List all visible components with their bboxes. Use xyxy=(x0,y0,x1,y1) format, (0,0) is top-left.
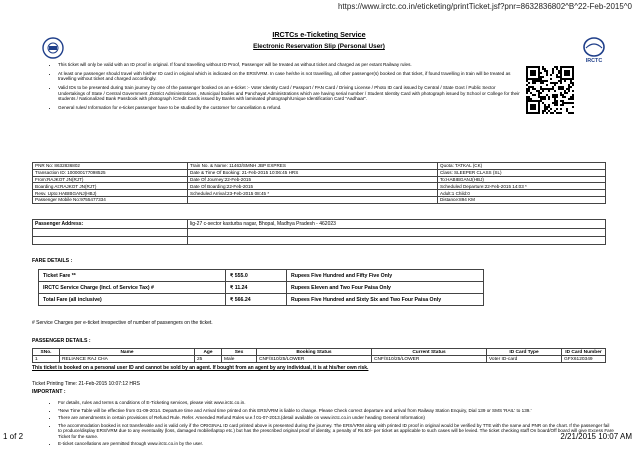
journey-details-table xyxy=(32,162,606,204)
passenger-cell: GFX6120349 xyxy=(562,356,606,363)
passenger-header: Sex xyxy=(222,349,257,356)
passenger-header: Age xyxy=(195,349,222,356)
fare-row xyxy=(39,282,484,294)
fare-label: Ticket Fare ** xyxy=(39,270,226,282)
fare-words: Rupees Five Hundred and Sixty Six and Two Four Paisa Only xyxy=(287,294,484,306)
journey-row xyxy=(33,183,606,190)
journey-row xyxy=(33,190,606,197)
page-url: https://www.irctc.co.in/eticketing/printTicket.jsf?pnr=8632836802^B^22-Feb-2015^0 xyxy=(337,2,632,11)
page-subtitle: Electronic Reservation Slip (Personal User) xyxy=(253,43,385,50)
page-title: IRCTCs e-Ticketing Service xyxy=(272,30,366,39)
journey-cell: Date & Time Of Booking: 21-Feb-2015 10:06:45 HRS xyxy=(188,169,438,176)
fare-amount: ₹ 11.24 xyxy=(226,282,287,294)
address-table xyxy=(32,219,606,245)
note-item: • Valid IDs to be presented during train journey by one of the passenger booked on an e-ticket :- Voter Identity Card / Passport / PAN Card / Driving License / Photo ID card issued by Central / State Govt / Public Sector Undertakings of State / Central Government ,District Administrations , Municipal bodies and Panchayat Administrations which are having serial number / Student Identity Card with photograph issued by School or College for their students / Nationalized Bank Passbook with photograph /Credit Cards issued by Banks with laminated photograph/Unique Identification Card "Aadhaar". xyxy=(58,85,522,102)
print-datetime: 2/21/2015 10:07 AM xyxy=(560,432,632,441)
fare-title: FARE DETAILS : xyxy=(32,258,73,264)
address-value: lig-27 c-sector kasturba nagar, Bhopal, Madhya Pradesh - 462023 xyxy=(188,220,606,229)
journey-cell: Train No. & Name: 11463/SMNH JBP EXPRES xyxy=(188,163,438,170)
note-item: • At least one passenger should travel with his/her ID card in original which is indicated on the ERS/VRM. In case he/she is not travelling, all other passenger(s) booked on that ticket, if found travelling in train will be treated as travelling without ticket and charged accordingly. xyxy=(58,71,522,82)
fare-words: Rupees Five Hundred and Fifty Five Only xyxy=(287,270,484,282)
important-item: • For details, rules and terms & conditions of E-Ticketing services, please visit www.irctc.co.in. xyxy=(58,400,614,405)
important-item: • *New Time Table will be effective from 01-09-2014. Departure time and Arrival time printed on this ERS/VRM is liable to change. Please Check correct departure and arrival from Railway Station Enquiry, Dial 139 or SMS 'RAIL' to 139.' xyxy=(58,408,614,413)
journey-row xyxy=(33,196,606,203)
journey-cell: To:HABIBGANJ(HBJ) xyxy=(438,176,606,183)
passenger-header: Booking Status xyxy=(257,349,372,356)
passenger-cell: Voter ID-card xyxy=(487,356,562,363)
service-charge-note: # Service Charges per e-ticket irrespective of number of passengers on the ticket. xyxy=(32,320,213,326)
journey-row xyxy=(33,169,606,176)
passenger-table xyxy=(32,348,606,363)
journey-row xyxy=(33,163,606,170)
address-label: Passenger Address: xyxy=(33,220,188,229)
journey-cell: Class: SLEEPER CLASS (SL) xyxy=(438,169,606,176)
note-item: • General rules/ Information for e-ticket passenger have to be studied by the customer for cancellation & refund. xyxy=(58,105,522,111)
fare-words: Rupees Eleven and Two Four Paisa Only xyxy=(287,282,484,294)
journey-cell: Transaction ID: 100000177098525 xyxy=(33,169,188,176)
journey-cell: Distance:894 KM xyxy=(438,196,606,203)
important-title: IMPORTANT : xyxy=(32,389,66,395)
passenger-header: Name xyxy=(60,349,195,356)
journey-cell xyxy=(188,196,438,203)
journey-cell: Date Of Journey:22-Feb-2015 xyxy=(188,176,438,183)
fare-amount: ₹ 566.24 xyxy=(226,294,287,306)
fare-label: Total Fare (all inclusive) xyxy=(39,294,226,306)
passenger-header: Current Status xyxy=(372,349,487,356)
table-row xyxy=(33,356,606,363)
journey-cell: Resv. Upto:HABIBGANJ(HBJ) xyxy=(33,190,188,197)
passenger-cell: Male xyxy=(222,356,257,363)
fare-row xyxy=(39,294,484,306)
irctc-logo-icon xyxy=(580,36,608,64)
passenger-title: PASSENGER DETAILS : xyxy=(32,338,91,344)
qr-code-icon xyxy=(526,66,574,114)
passenger-cell: 25 xyxy=(195,356,222,363)
page-number: 1 of 2 xyxy=(3,432,24,441)
important-list xyxy=(50,400,614,449)
passenger-cell: CNF/S10/25/LOWER xyxy=(372,356,487,363)
journey-cell: PNR No: 8632836802 xyxy=(33,163,188,170)
passenger-header: ID Card Type xyxy=(487,349,562,356)
journey-cell: Adult:1 Child:0 xyxy=(438,190,606,197)
journey-cell: Scheduled Arrival:23-Feb-2015 08:45 * xyxy=(188,190,438,197)
journey-cell: Scheduled Departure:22-Feb-2015 14:03 * xyxy=(438,183,606,190)
passenger-cell: 1 xyxy=(33,356,60,363)
journey-cell: Passenger Mobile No:9755477334 xyxy=(33,196,188,203)
important-item: • The accommodation booked is not transferable and is valid only if the ORIGINAL ID card printed above is presented during the journey. The ERS/VRM along with printed ID proof in original would be verified by TTE with the name and PNR on the chart. If the passenger fail to produce/display ERS/VRM due to any eventuality (loss, damaged mobile/laptop etc.) but has the prescribed original proof of identity, a penalty of Rs.50/- per ticket as applicable to such cases will be levied. The ticket checking staff On board/Off board will give Excess Fare Ticket for the same. xyxy=(58,423,614,439)
fare-amount: ₹ 555.0 xyxy=(226,270,287,282)
journey-cell: Date Of Boarding:22-Feb-2015 xyxy=(188,183,438,190)
journey-row xyxy=(33,176,606,183)
personal-user-warning: This ticket is booked on a personal user ID and cannot be sold by an agent. If bought from an agent by any individual, it is at his/her own risk. xyxy=(32,365,369,371)
passenger-cell: CNF/S10/25/LOWER xyxy=(257,356,372,363)
fare-table xyxy=(38,269,484,306)
important-item: • E-ticket cancellations are permitted through www.irctc.co.in by the user. xyxy=(58,441,614,446)
fare-row xyxy=(39,270,484,282)
journey-cell: Quota: TATKAL (CK) xyxy=(438,163,606,170)
passenger-header: ID Card Number xyxy=(562,349,606,356)
ticket-notes xyxy=(50,62,522,114)
note-item: • This ticket will only be valid with an ID proof in original. If found travelling without ID Proof, Passenger will be treated as without ticket and charged as per extant Railway rules. xyxy=(58,62,522,68)
printing-time: Ticket Printing Time: 21-Feb-2015 10:07:12 HRS xyxy=(32,381,140,387)
journey-cell: From:RAJKOT JN(RJT) xyxy=(33,176,188,183)
fare-label: IRCTC Service Charge (Incl. of Service Tax) # xyxy=(39,282,226,294)
passenger-cell: RELIANCE RAJ CHA xyxy=(60,356,195,363)
important-item: • There are amendments in certain provisions of Refund Rule. Refer. Amended Refund Rules w.e.f 01-07-2013.(detail available on www.irctc.co.in under heading General Information) xyxy=(58,415,614,420)
journey-cell: Boarding At:RAJKOT JN(RJT) xyxy=(33,183,188,190)
passenger-header: SNo. xyxy=(33,349,60,356)
irctc-logo-text: IRCTC xyxy=(585,58,603,64)
